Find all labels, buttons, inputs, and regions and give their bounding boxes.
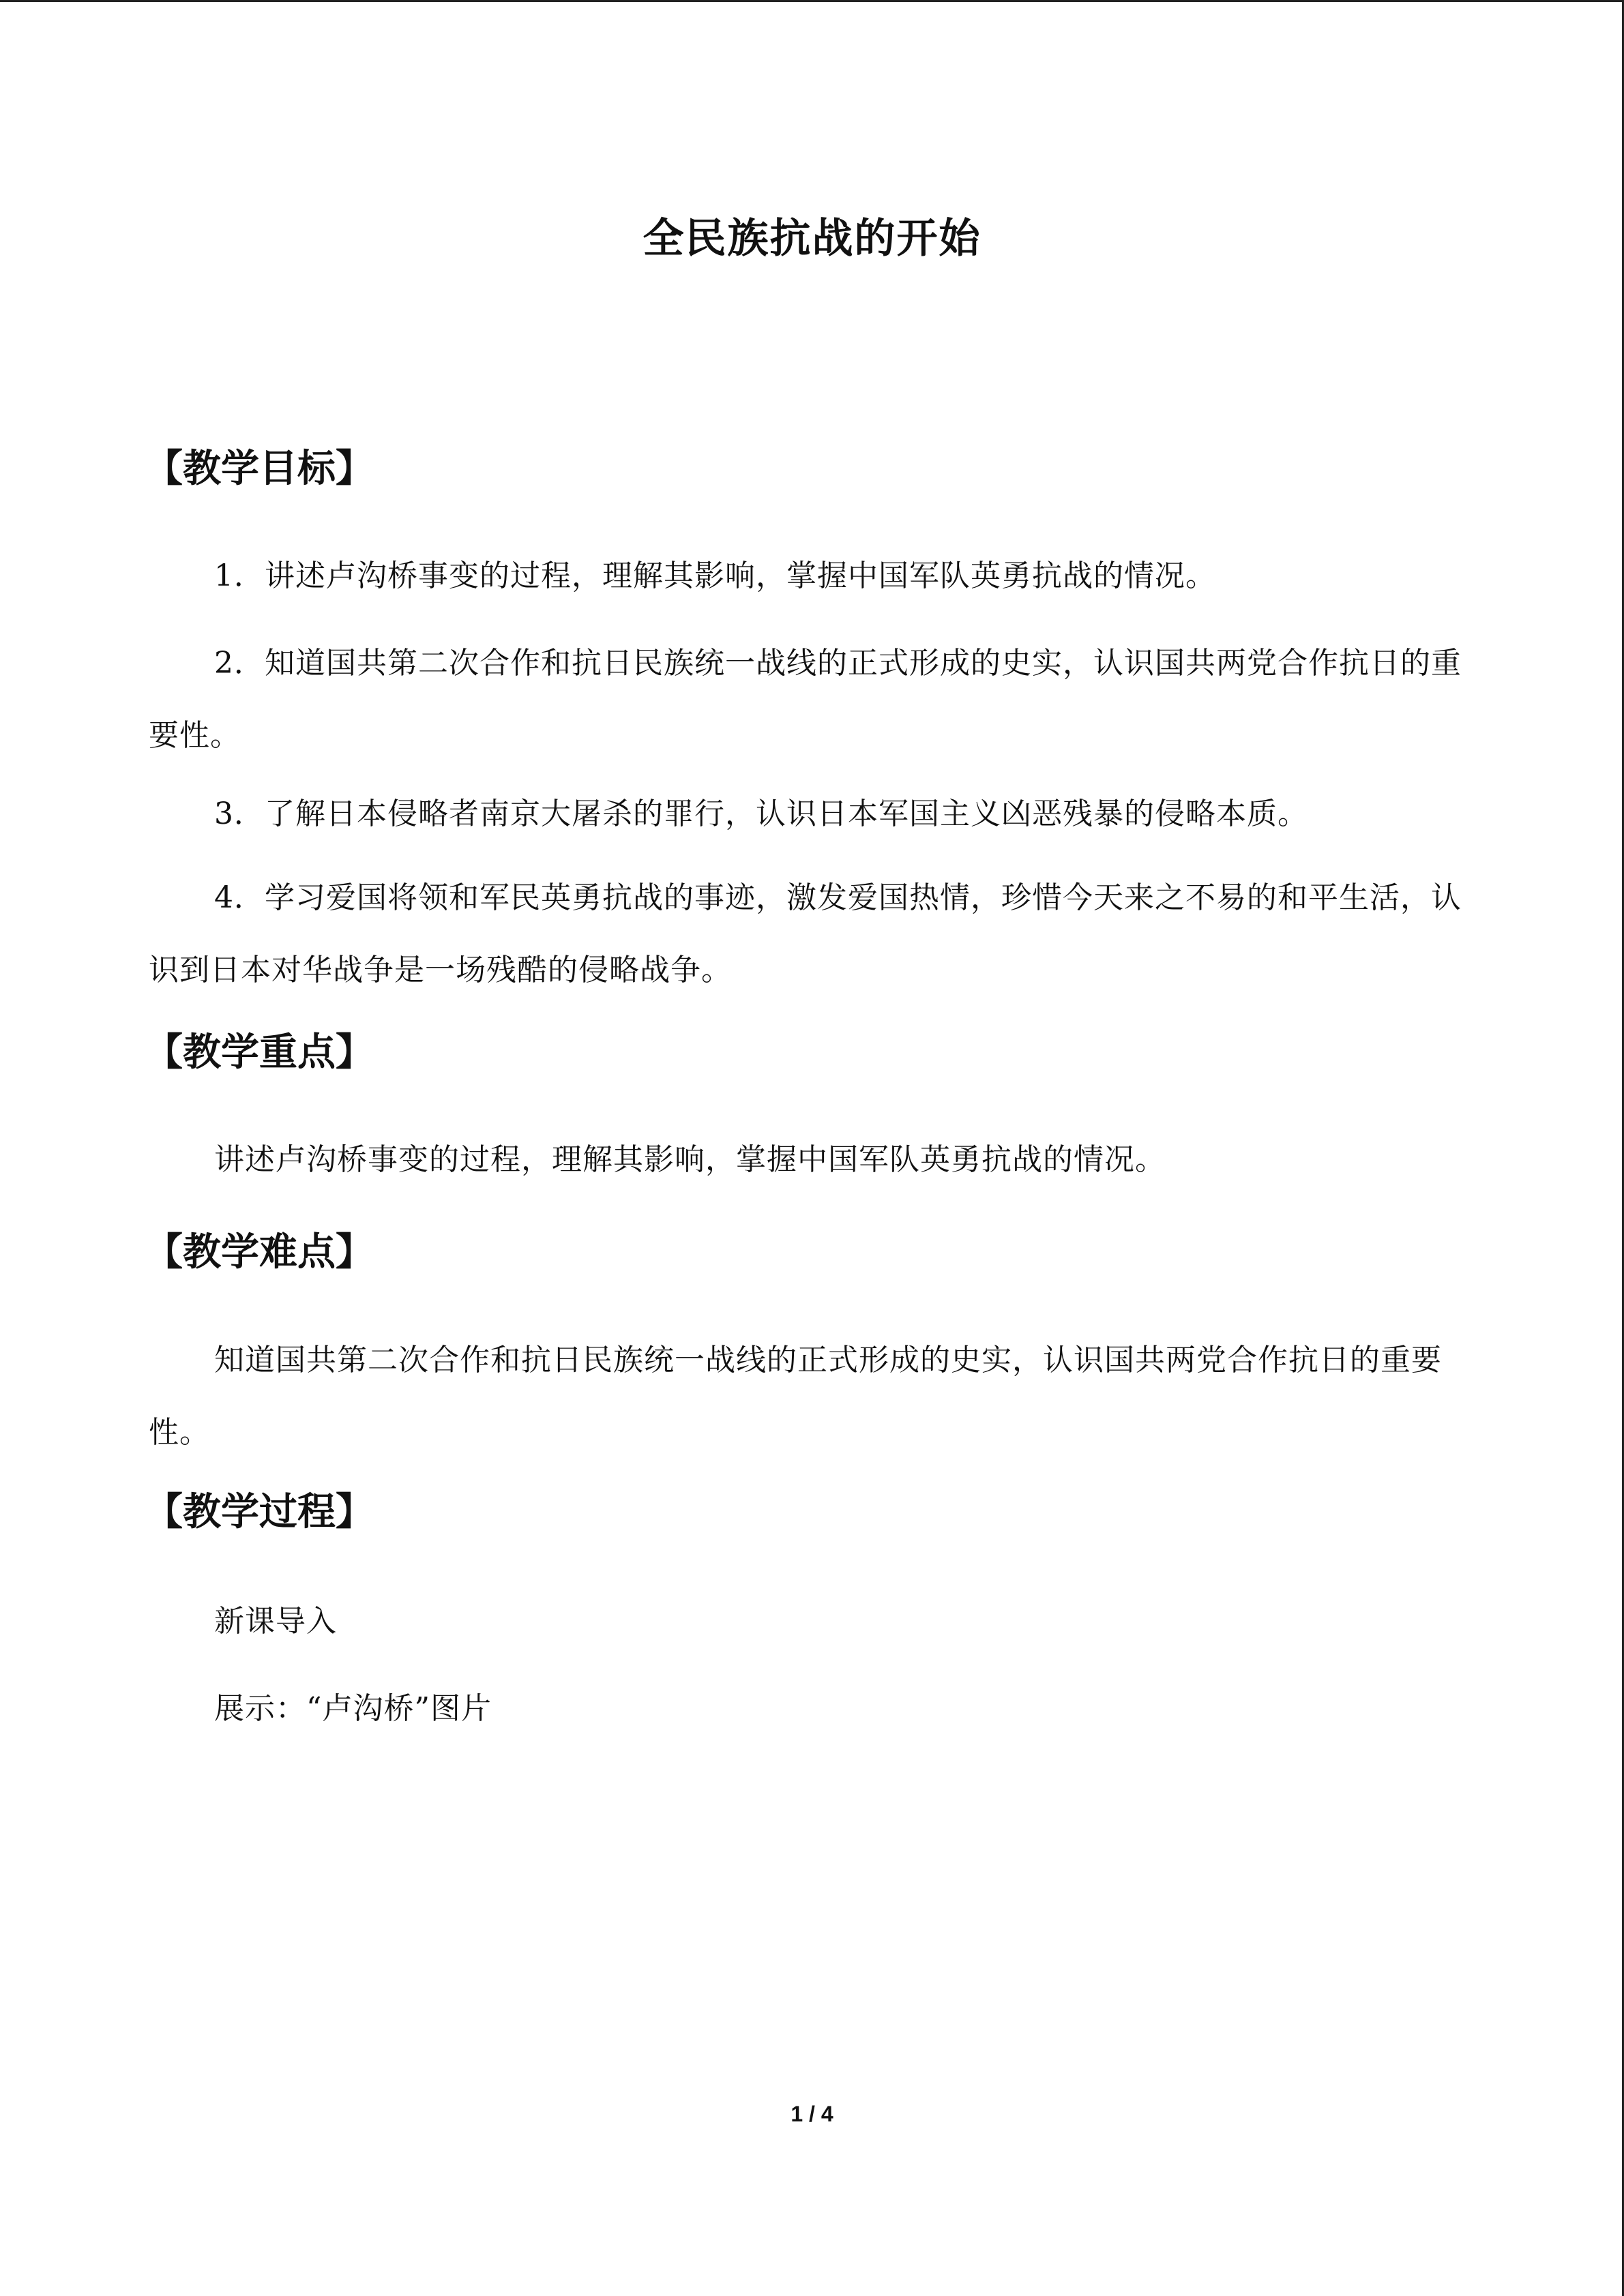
objective-item-3: 3．了解日本侵略者南京大屠杀的罪行，认识日本军国主义凶恶残暴的侵略本质。 [214, 796, 1308, 831]
difficulties-text: 知道国共第二次合作和抗日民族统一战线的正式形成的史实，认识国共两党合作抗日的重要性。 [149, 1343, 1442, 1450]
section-heading-process: 【教学过程】 [145, 1490, 374, 1534]
objective-item-2: 2．知道国共第二次合作和抗日民族统一战线的正式形成的史实，认识国共两党合作抗日的重要性。 [149, 646, 1462, 753]
objective-item-1: 1．讲述卢沟桥事变的过程，理解其影响，掌握中国军队英勇抗战的情况。 [214, 558, 1216, 593]
objective-item-4: 4．学习爱国将领和军民英勇抗战的事迹，激发爱国热情，珍惜今天来之不易的和平生活，认识到日本对华战争是一场残酷的侵略战争。 [149, 880, 1462, 987]
key-points-text: 讲述卢沟桥事变的过程，理解其影响，掌握中国军队英勇抗战的情况。 [214, 1142, 1166, 1177]
page-border-top [0, 0, 1624, 2]
process-line-1: 新课导入 [214, 1604, 337, 1639]
section-heading-key-points: 【教学重点】 [145, 1030, 374, 1075]
section-heading-difficulties: 【教学难点】 [145, 1230, 374, 1274]
document-title: 全民族抗战的开始 [643, 215, 981, 263]
process-line-2: 展示：“卢沟桥”图片 [214, 1691, 492, 1726]
section-heading-objectives: 【教学目标】 [145, 447, 374, 491]
page-number: 1 / 4 [791, 2102, 833, 2126]
